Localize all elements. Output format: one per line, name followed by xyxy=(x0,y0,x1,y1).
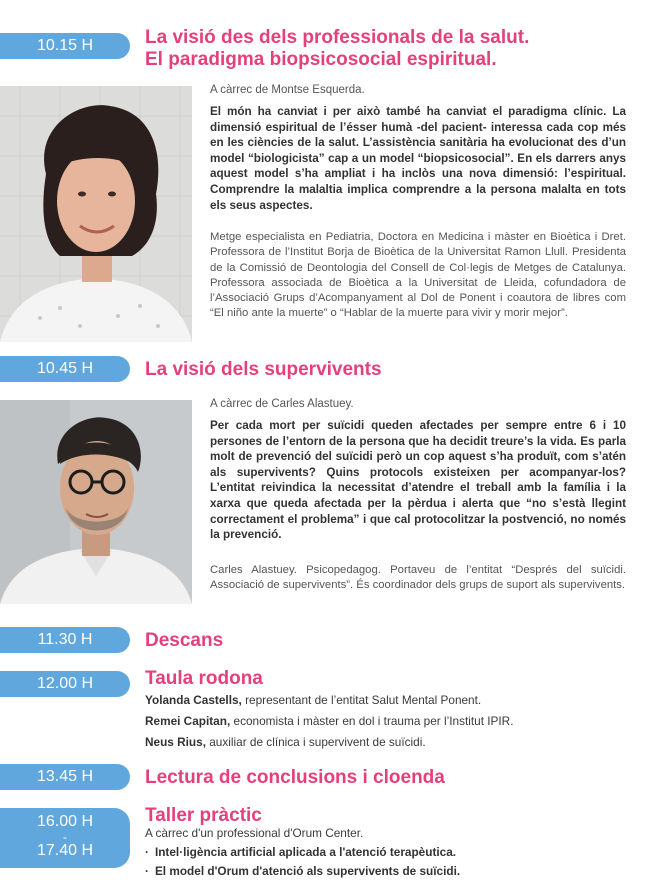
panel-member-role: economista i màster en dol i trauma per l’Institut IPIR. xyxy=(230,714,514,728)
speaker-credit: A càrrec de Montse Esquerda. xyxy=(210,84,365,96)
time-badge: 10.15 H xyxy=(0,33,130,59)
time-separator: - xyxy=(63,830,67,844)
session-title: Taller pràctic xyxy=(145,805,262,826)
panel-member-name: Yolanda Castells, xyxy=(145,693,242,707)
panel-member-name: Remei Capitan, xyxy=(145,714,231,728)
session-summary: Per cada mort per suïcidi queden afectades per sempre entre 6 i 10 persones de l’entorn de la persona que ha decidit treure’s la vida. Es parla molt de prevenció del suïcidi però un cop aquest s’ha produït, com s’atén als supervivents? Quins protocols existeixen per acompanyar-los? L’entitat reivindica la necessitat d’atendre el treball amb la família i la xarxa que queda afectada per la pèrdua i alerta que “no s’està llegint correctament el problema” i que cal protocolitzar la postvenció, no només la prevenció. xyxy=(210,419,626,542)
workshop-topics xyxy=(145,843,460,881)
time-badge: 11.30 H xyxy=(0,627,130,653)
speaker-credit: A càrrec de Carles Alastuey. xyxy=(210,398,354,410)
speaker-photo-montse-esquerda xyxy=(0,86,192,342)
time-badge: 12.00 H xyxy=(0,671,130,697)
session-title: La visió dels supervivents xyxy=(145,359,382,380)
panel-member-role: auxiliar de clínica i supervivent de suïcidi. xyxy=(205,735,426,749)
session-title xyxy=(145,27,529,71)
workshop-credit: A càrrec d'un professional d'Orum Center. xyxy=(145,826,364,840)
panel-member xyxy=(145,693,481,707)
session-title: Lectura de conclusions i cloenda xyxy=(145,767,445,788)
panel-member xyxy=(145,714,513,728)
time-end: 17.40 H xyxy=(36,842,94,859)
session-title-line: El paradigma biopsicosocial espiritual. xyxy=(145,49,497,70)
time-start: 16.00 H xyxy=(36,813,94,830)
speaker-photo-carles-alastuey xyxy=(0,400,192,604)
session-title: Descans xyxy=(145,630,224,651)
time-badge xyxy=(0,808,130,868)
speaker-bio: Carles Alastuey. Psicopedagog. Portaveu de l’entitat “Després del suïcidi. Associació de supervivents”. És coordinador dels grups de suport als supervivents. xyxy=(210,564,626,592)
time-badge: 13.45 H xyxy=(0,764,130,790)
session-summary: El món ha canviat i per això també ha canviat el paradigma clínic. La dimensió espiritual de l’ésser humà -del pacient- interessa cada cop més en les ciències de la salut. L’assistència sanitària ha evolucionat des d’un model “biologicista” cap a un model “biopsicosocial”. En els darrers anys aquest model s’ha ampliat i ha inclòs una nova dimensió: l’espiritual. Comprendre la malaltia implica comprendre a la persona malalta en tots els seus aspectes. xyxy=(210,105,626,212)
panel-member-name: Neus Rius, xyxy=(145,735,206,749)
speaker-bio: Metge especialista en Pediatria, Doctora en Medicina i màster en Bioètica i Dret. Professora de l’Institut Borja de Bioètica de la Universitat Ramon Llull. Presidenta de la Comissió de Deontologia del Consell de Col·legis de Metges de Catalunya. Professora associada de Bioètica a la Universitat de Lleida, cofundadora de l’Associació Grups d’Acompanyament al Dol de Ponent i coautora de libres com “El niño ante la muerte” o “Hablar de la muerte para vivir y morir mejor”. xyxy=(210,231,626,320)
session-title: Taula rodona xyxy=(145,668,263,689)
time-badge: 10.45 H xyxy=(0,356,130,382)
panel-member xyxy=(145,735,426,749)
panel-member-role: representant de l’entitat Salut Mental Ponent. xyxy=(241,693,482,707)
workshop-topic: · El model d'Orum d'atenció als supervivents de suïcidi. xyxy=(145,862,460,881)
workshop-topic: · Intel·ligència artificial aplicada a l'atenció terapèutica. xyxy=(145,843,460,862)
session-title-line: La visió des dels professionals de la salut. xyxy=(145,27,530,48)
